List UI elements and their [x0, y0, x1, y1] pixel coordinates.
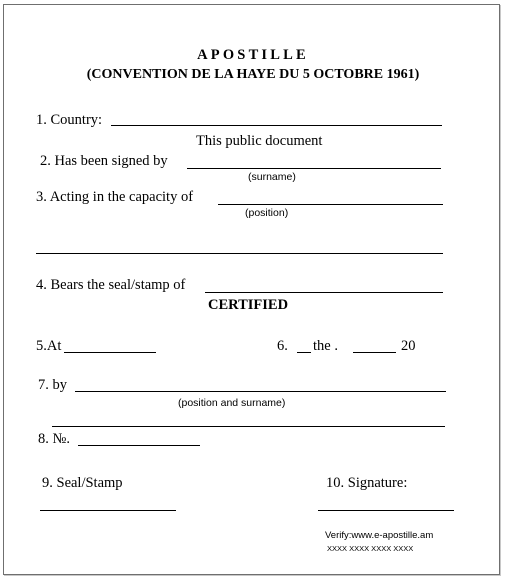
public-document-text: This public document — [196, 133, 323, 149]
seal-label: 4. Bears the seal/stamp of — [36, 277, 186, 293]
date-month-line — [353, 352, 396, 353]
at-line — [64, 352, 156, 353]
surname-hint: (surname) — [248, 171, 296, 183]
certified-heading: CERTIFIED — [208, 297, 289, 313]
seal-stamp-line — [40, 510, 176, 511]
capacity-continuation-line — [36, 253, 443, 254]
signed-by-label: 2. Has been signed by — [40, 153, 168, 169]
capacity-label: 3. Acting in the capacity of — [36, 189, 194, 205]
date-the-text: the . — [313, 338, 338, 354]
country-label: 1. Country: — [36, 112, 103, 128]
country-line — [111, 125, 442, 126]
at-label: 5.At — [36, 338, 62, 354]
date-year-text: 20 — [401, 338, 416, 354]
signed-by-line — [187, 168, 441, 169]
document-subtitle: (CONVENTION DE LA HAYE DU 5 OCTOBRE 1961) — [86, 67, 420, 82]
by-continuation-line — [52, 426, 445, 427]
number-label: 8. №. — [38, 431, 70, 447]
document-title: APOSTILLE — [197, 47, 309, 63]
date-day-line — [297, 352, 311, 353]
position-hint: (position) — [245, 207, 289, 219]
verify-code: XXXX XXXX XXXX XXXX — [327, 544, 414, 553]
seal-stamp-label: 9. Seal/Stamp — [42, 475, 123, 491]
number-line — [78, 445, 200, 446]
by-label: 7. by — [38, 377, 67, 393]
capacity-line — [218, 204, 443, 205]
verify-url: Verify:www.e-apostille.am — [325, 530, 434, 541]
by-line — [75, 391, 446, 392]
date-prefix: 6. — [277, 338, 288, 354]
signature-line — [318, 510, 454, 511]
seal-line — [205, 292, 443, 293]
signature-label: 10. Signature: — [326, 475, 408, 491]
position-surname-hint: (position and surname) — [178, 397, 286, 409]
